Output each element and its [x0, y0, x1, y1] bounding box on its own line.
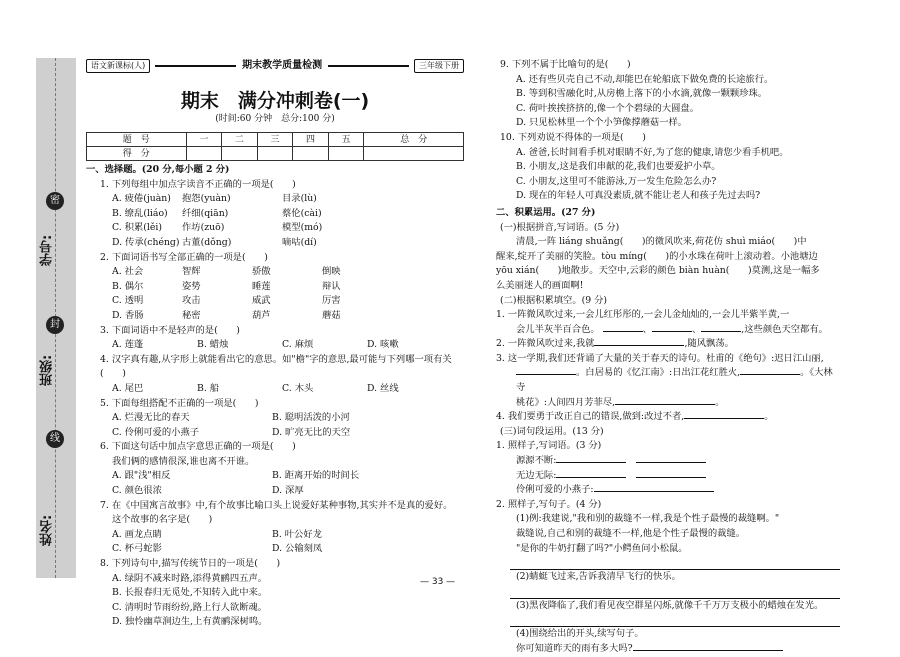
option: D. 只见松林里一个个小笋像撑蘑菇一样。: [516, 117, 688, 129]
score-header-cell: 四: [293, 133, 329, 147]
question-stem: 2. 下面词语书写全部正确的一项是( ): [100, 251, 268, 263]
answer-blank[interactable]: [594, 345, 684, 346]
score-cell[interactable]: [257, 147, 293, 161]
option: D. 咳嗽: [367, 339, 399, 351]
option: 睡莲: [252, 280, 271, 292]
question-text: (3)黑夜降临了,我们看见夜空群星闪烁,就像千千万万支极小的蜡烛在发光。: [516, 599, 824, 611]
option: C. 小朋友,这里可不能游泳,万一发生危险怎么办?: [516, 175, 717, 187]
pinyin-passage-line: 醒来,绽开了美丽的笑脸。tòu míng( )的小水珠在荷叶上滚动着。小池塘边: [496, 250, 818, 262]
fill-text: 4. 我们要勇于改正自己的错误,做到:改过不者,: [496, 411, 685, 423]
fill-text: 无边无际:: [516, 469, 557, 481]
answer-blank[interactable]: [556, 477, 626, 478]
grade-tag: 三年级下册: [414, 59, 464, 73]
fill-item: 4. 我们要勇于改正自己的错误,做到:改过不者, 。: [496, 411, 774, 423]
seal-mark: 封: [46, 316, 64, 334]
question-text: (2)蜻蜓飞过来,告诉我清早飞行的快乐。: [516, 571, 681, 583]
fill-item: 2. 一阵微风吹过来,我就 ,随风飘荡。: [496, 338, 734, 350]
option: D. 传承(chéng): [112, 236, 180, 248]
answer-blank[interactable]: [615, 404, 715, 405]
score-cell[interactable]: [364, 147, 464, 161]
option: D. 旷亮无比的天空: [272, 426, 351, 438]
option: A. 疲倦(juàn): [112, 193, 171, 205]
option: A. 画龙点睛: [112, 528, 162, 540]
seal-mark: 线: [46, 430, 64, 448]
option: B. 小朋友,这是我们串献的花,我们也要爱护小草。: [516, 161, 721, 173]
option: 攻击: [182, 295, 201, 307]
option: 倒映: [322, 266, 341, 278]
option: 目录(lù): [282, 193, 317, 205]
question-stem: 1. 下列每组中加点字读音不正确的一项是( ): [100, 178, 296, 190]
subsection-heading: (二)根据积累填空。(9 分): [500, 294, 608, 306]
answer-line[interactable]: [510, 556, 840, 570]
option-row: [86, 426, 464, 441]
fill-text: 。《大林寺: [516, 367, 833, 394]
fill-item: [496, 483, 840, 498]
header-bar: [86, 58, 464, 74]
score-table: [86, 132, 464, 161]
score-row-label: 得 分: [87, 147, 187, 161]
option: 姿势: [182, 280, 201, 292]
option: 威武: [252, 295, 271, 307]
question-stem: 4. 汉字真有趣,从字形上就能看出它的意思。如"檐"字的意思,最可能与下列哪一项有关( ): [100, 353, 452, 380]
option-row: [86, 382, 464, 397]
option: A. 跟"浅"相反: [112, 470, 171, 482]
class-label: 班级:: [40, 354, 55, 386]
answer-blank[interactable]: [652, 331, 692, 332]
answer-blank[interactable]: [636, 477, 706, 478]
answer-line[interactable]: [510, 613, 840, 627]
fill-text: 2. 一阵微风吹过来,我就: [496, 338, 595, 350]
answer-line[interactable]: [510, 585, 840, 599]
option: C. 颜色很浓: [112, 485, 162, 497]
option: A. 烂漫无比的春天: [112, 412, 190, 424]
score-header-cell: 二: [222, 133, 258, 147]
option: B. 蜡烛: [197, 339, 229, 351]
option: D. 现在的年轻人可真没素质,就不能让老人和孩子先过去吗?: [516, 190, 761, 202]
option-row: [86, 221, 464, 236]
option: B. 距离开始的时间长: [272, 470, 360, 482]
task-heading: 2. 照样子,写句子。(4 分): [496, 498, 602, 510]
option: 辩认: [322, 280, 341, 292]
option: 嘀咕(dí): [282, 236, 317, 248]
option-row: [86, 280, 464, 295]
pinyin-passage-line: 清晨,一阵 liáng shuǎng( )的微风吹来,荷花仿 shuì miáo( )中: [516, 236, 807, 248]
question-stem: 6. 下面这句话中加点字意思正确的一项是( ): [100, 441, 296, 453]
score-header-cell: 题 号: [87, 133, 187, 147]
page-title: 期末 满分冲刺卷(一): [180, 90, 370, 112]
option: 骄傲: [252, 266, 271, 278]
score-header-cell: 一: [186, 133, 222, 147]
option: D. 深厚: [272, 485, 304, 497]
answer-blank[interactable]: [516, 374, 576, 375]
option: A. 绿阴不减来时路,添得黄鹂四五声。: [112, 572, 268, 584]
subsection-heading: (一)根据拼音,写词语。(5 分): [500, 221, 620, 233]
answer-blank[interactable]: [684, 418, 764, 419]
option-row: [86, 294, 464, 309]
option: 智辉: [182, 266, 201, 278]
fill-text: 伶俐可爱的小燕子:: [516, 484, 594, 496]
option: B. 等到积雪融化时,从房檐上落下的小水滴,就像一颗颗珍珠。: [516, 88, 768, 100]
answer-blank[interactable]: [633, 650, 783, 651]
score-header-cell: 三: [257, 133, 293, 147]
option: D. 独怜幽草涧边生,上有黄鹂深树鸣。: [112, 616, 268, 628]
question-stem: 9. 下列不属于比喻句的是( ): [500, 59, 631, 70]
example-text: 裁缝说,自己和别的裁缝不一样,他是个性子最慢的裁缝。: [516, 528, 746, 539]
score-cell[interactable]: [186, 147, 222, 161]
option: B. 船: [197, 382, 220, 394]
fill-item: [496, 366, 840, 395]
option: A. 社会: [112, 266, 144, 278]
option-row: [86, 207, 464, 222]
subsection-heading: (三)词句段运用。(13 分): [500, 425, 604, 437]
left-column: [86, 58, 464, 630]
option: C. 积累(lěi): [112, 222, 162, 234]
fill-text: 会儿半灰半百合色。: [516, 323, 600, 335]
option-row: [86, 469, 464, 484]
question-text: 我们俩的感情很深,谁也离不开谁。: [112, 455, 255, 467]
fill-item: 1. 一阵微风吹过来,一会儿红彤彤的,一会儿金灿灿的,一会儿半紫半黄,一: [496, 309, 790, 321]
option: A. 尾巴: [112, 382, 144, 394]
banner-text: 期末教学质量检测: [242, 59, 323, 71]
option: 蘑菇: [322, 309, 341, 321]
option: B. 长报春归无觅处,不知转入此中来。: [112, 587, 268, 599]
option-row: [86, 192, 464, 207]
score-cell[interactable]: [293, 147, 329, 161]
option: C. 麻烦: [282, 339, 314, 351]
answer-blank[interactable]: [594, 491, 714, 492]
fill-item: 会儿半灰半百合色。 、 、 ,这些颜色天空都有。: [516, 323, 828, 335]
fill-text: 随风飘荡。: [687, 338, 734, 350]
option: C. 杯弓蛇影: [112, 543, 162, 555]
question-text: 这个故事的名字是( ): [112, 514, 213, 526]
option-row: [86, 265, 464, 280]
option: B. 叶公好龙: [272, 528, 322, 540]
option: C. 伶俐可爱的小燕子: [112, 426, 200, 438]
option: 蔡伦(cài): [282, 207, 322, 219]
option: 葫芦: [252, 309, 271, 321]
answer-blank[interactable]: [603, 331, 643, 332]
option-row: [86, 542, 464, 557]
option: A. 爸爸,长时间看手机对眼睛不好,为了您的健康,请您少看手机吧。: [516, 146, 789, 158]
option: 模型(mó): [282, 222, 323, 234]
score-cell[interactable]: [222, 147, 258, 161]
exam-info: (时间:60 分钟 总分:100 分): [215, 114, 335, 124]
fill-text: 你可知道昨天的雨有多大吗?: [516, 642, 633, 654]
option: D. 香肠: [112, 309, 144, 321]
section-heading: 一、选择题。(20 分,每小题 2 分): [86, 164, 230, 175]
answer-blank[interactable]: [740, 374, 800, 375]
option: B. 偶尔: [112, 280, 144, 292]
question-stem: 10. 下列劝说不得体的一项是( ): [500, 131, 646, 143]
option-row: [86, 236, 464, 251]
question-stem: 3. 下面词语中不是轻声的是( ): [100, 324, 240, 336]
option-row: [86, 484, 464, 499]
option: 古董(dǒng): [182, 236, 232, 248]
right-column: [496, 58, 840, 657]
question-text: (4)围绕给出的开头,续写句子。: [516, 628, 644, 640]
score-header-cell: 总 分: [364, 133, 464, 147]
task-heading: 1. 照样子,写词语。(3 分): [496, 440, 602, 452]
option: D. 公输刻凤: [272, 543, 323, 555]
answer-blank[interactable]: [556, 462, 626, 463]
fill-text: 。白居易的《忆江南》:日出江花红胜火,: [576, 367, 741, 379]
example-text: (1)例:我建说,"我和别的裁缝不一样,我是个性子最慢的裁缝啊。": [516, 513, 780, 525]
option: B. 缭乱(liáo): [112, 207, 168, 219]
option-row: [86, 338, 464, 353]
option: C. 清明时节雨纷纷,路上行人欲断魂。: [112, 601, 268, 613]
question-stem: 8. 下列诗句中,描写传统节日的一项是( ): [100, 558, 281, 570]
name-label: 姓名:: [40, 514, 55, 546]
student-number-label: 学号:: [40, 234, 55, 266]
question-stem: 5. 下面每组搭配不正确的一项是( ): [100, 397, 259, 409]
option: 作坊(zuō): [182, 222, 225, 234]
fill-item: [496, 469, 840, 484]
option-row: [86, 528, 464, 543]
pinyin-passage-line: 么美丽迷人的画面啊!: [496, 279, 584, 291]
page-number: — 33 —: [420, 577, 456, 587]
option: 抱怨(yuàn): [182, 193, 231, 205]
option-row: [86, 309, 464, 324]
option: C. 木头: [282, 382, 314, 394]
option: B. 聪明活泼的小河: [272, 412, 350, 424]
question-stem: 7. 在《中国寓言故事》中,有个故事比喻口头上说爱好某种事物,其实并不是真的爱好。: [100, 499, 453, 511]
option: A. 还有些贝壳自己不动,却能巴在轮船底下做免费的长途旅行。: [516, 73, 774, 85]
edition-tag: 语文新课标(人): [86, 59, 150, 73]
option: C. 透明: [112, 295, 144, 307]
option: C. 荷叶挨挨挤挤的,像一个个碧绿的大圆盘。: [516, 102, 699, 114]
fill-text: 这些颜色天空都有。: [744, 323, 828, 335]
fill-item: 3. 这一学期,我们还背诵了大量的关于春天的诗句。杜甫的《绝句》:迟日江山丽,: [496, 352, 824, 364]
option: A. 莲蓬: [112, 339, 144, 351]
fill-text: 源源不断:: [516, 455, 557, 467]
fill-item: [496, 454, 840, 469]
answer-blank[interactable]: [701, 331, 741, 332]
section-heading: 二、积累运用。(27 分): [496, 206, 596, 218]
exam-banner: [155, 59, 409, 74]
option: D. 丝线: [367, 382, 399, 394]
answer-blank[interactable]: [636, 462, 706, 463]
fill-item: [496, 642, 840, 657]
fill-item: 桃花》:人间四月芳菲尽, 。: [516, 396, 725, 408]
score-cell[interactable]: [328, 147, 364, 161]
pinyin-passage-line: yōu xián( )地散步。天空中,云彩的颜色 biàn huàn( )莫测,这是一幅多: [496, 265, 820, 277]
score-header-cell: 五: [328, 133, 364, 147]
seal-mark: 密: [46, 192, 64, 210]
option: 秘密: [182, 309, 201, 321]
example-text: "是你的牛奶打翻了吗?"小鳄鱼问小松鼠。: [516, 542, 688, 554]
option: 厉害: [322, 295, 341, 307]
option: 纤细(qiān): [182, 207, 229, 219]
fill-text: 桃花》:人间四月芳菲尽,: [516, 396, 616, 408]
option-row: [86, 411, 464, 426]
